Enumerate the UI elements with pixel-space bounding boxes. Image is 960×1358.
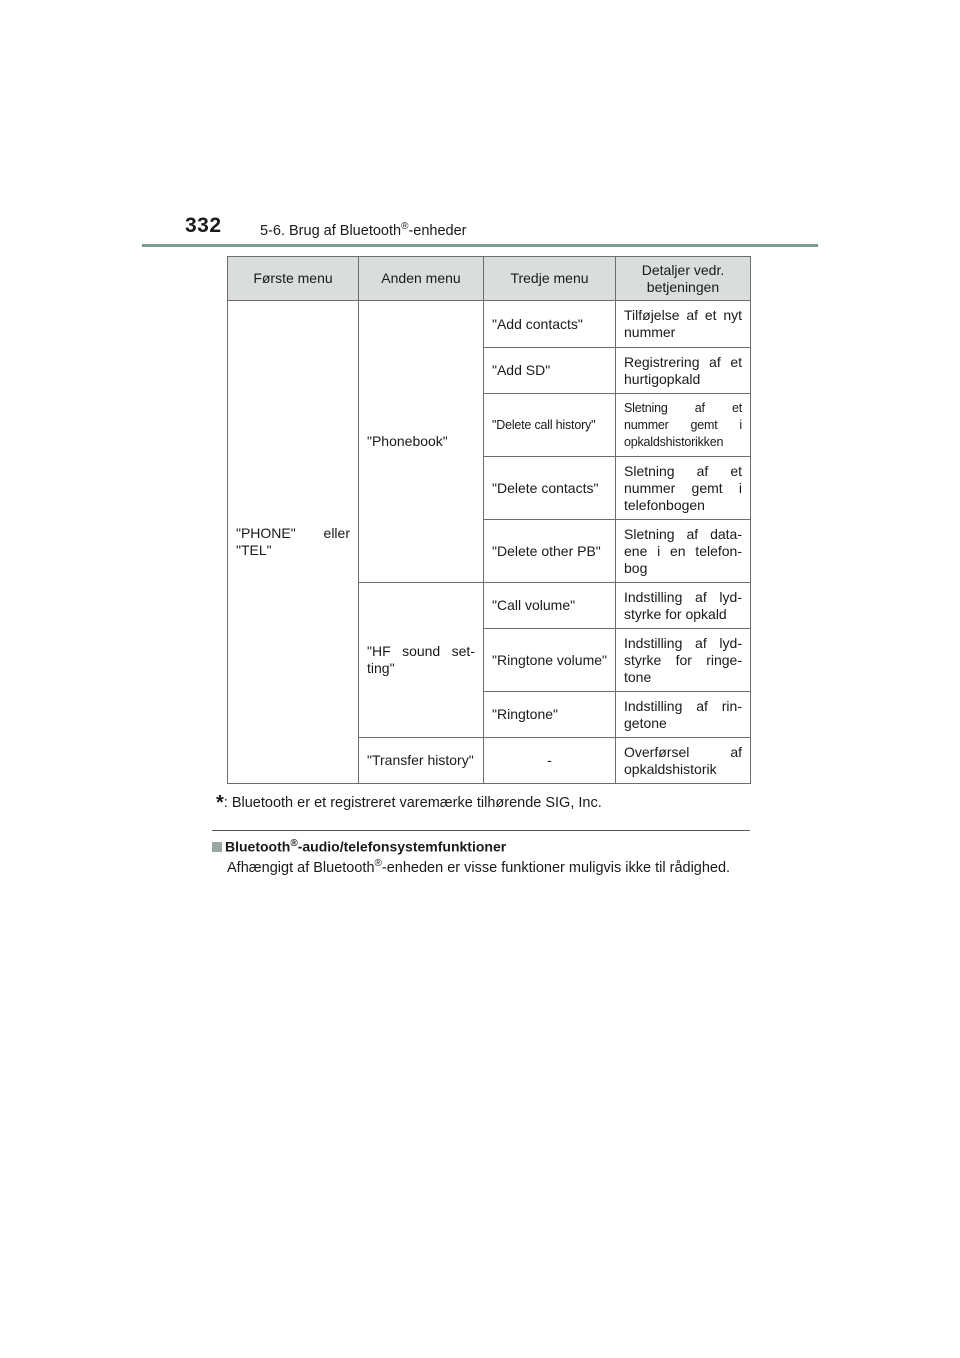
subsection-heading [212, 838, 506, 855]
third-menu-cell: "Add contacts" [484, 301, 616, 348]
footnote [216, 790, 602, 813]
table-row [228, 301, 751, 348]
details-cell: Tilføjelse af et nyt nummer [616, 301, 751, 348]
third-menu-cell: "Ringtone" [484, 692, 616, 738]
header-first-menu: Første menu [228, 257, 359, 301]
third-menu-cell: "Delete contacts" [484, 457, 616, 520]
menu-table [227, 256, 751, 784]
header-details: Detaljer vedr. betjeningen [616, 257, 751, 301]
third-menu-cell: "Delete other PB" [484, 520, 616, 583]
third-menu-cell: "Delete call history" [484, 394, 616, 457]
details-cell: Sletning af et nummer gemt i opkaldshistorikken [616, 394, 751, 457]
registered-mark: ® [290, 838, 298, 849]
third-menu-cell: "Call volume" [484, 583, 616, 629]
header-second-menu: Anden menu [359, 257, 484, 301]
section-title-pre: 5-6. Brug af Bluetooth [260, 222, 402, 239]
body-pre: Afhængigt af Bluetooth [227, 859, 375, 876]
footnote-text: : Bluetooth er et registreret varemærke tilhørende SIG, Inc. [223, 795, 602, 811]
third-menu-cell: - [484, 738, 616, 784]
footnote-marker: * [216, 792, 224, 814]
body-paragraph [227, 858, 730, 876]
details-cell: Indstilling af lyd-styrke for ringe-tone [616, 629, 751, 692]
table-header-row [228, 257, 751, 301]
second-menu-cell: "Transfer history" [359, 738, 484, 784]
section-divider [212, 830, 750, 831]
first-menu-cell: "PHONE" eller "TEL" [228, 301, 359, 784]
second-menu-cell: "HF sound set-ting" [359, 583, 484, 738]
third-menu-cell: "Add SD" [484, 348, 616, 394]
header-third-menu: Tredje menu [484, 257, 616, 301]
page-number: 332 [185, 214, 222, 237]
details-cell: Sletning af data-ene i en telefon-bog [616, 520, 751, 583]
header-rule [142, 244, 818, 247]
section-title-post: -enheder [408, 222, 467, 239]
details-cell: Indstilling af lyd-styrke for opkald [616, 583, 751, 629]
heading-post: -audio/telefonsystemfunktioner [297, 838, 507, 855]
details-cell: Overførsel af opkaldshistorik [616, 738, 751, 784]
section-title [260, 221, 467, 239]
registered-mark: ® [374, 858, 382, 869]
details-cell: Sletning af et nummer gemt i telefonbogen [616, 457, 751, 520]
details-cell: Indstilling af rin-getone [616, 692, 751, 738]
registered-mark: ® [401, 221, 409, 232]
body-post: -enheden er visse funktioner muligvis ikke til rådighed. [381, 859, 731, 876]
heading-pre: Bluetooth [225, 838, 291, 855]
second-menu-cell: "Phonebook" [359, 301, 484, 583]
third-menu-cell: "Ringtone volume" [484, 629, 616, 692]
square-bullet-icon [212, 842, 222, 852]
details-cell: Registrering af et hurtigopkald [616, 348, 751, 394]
